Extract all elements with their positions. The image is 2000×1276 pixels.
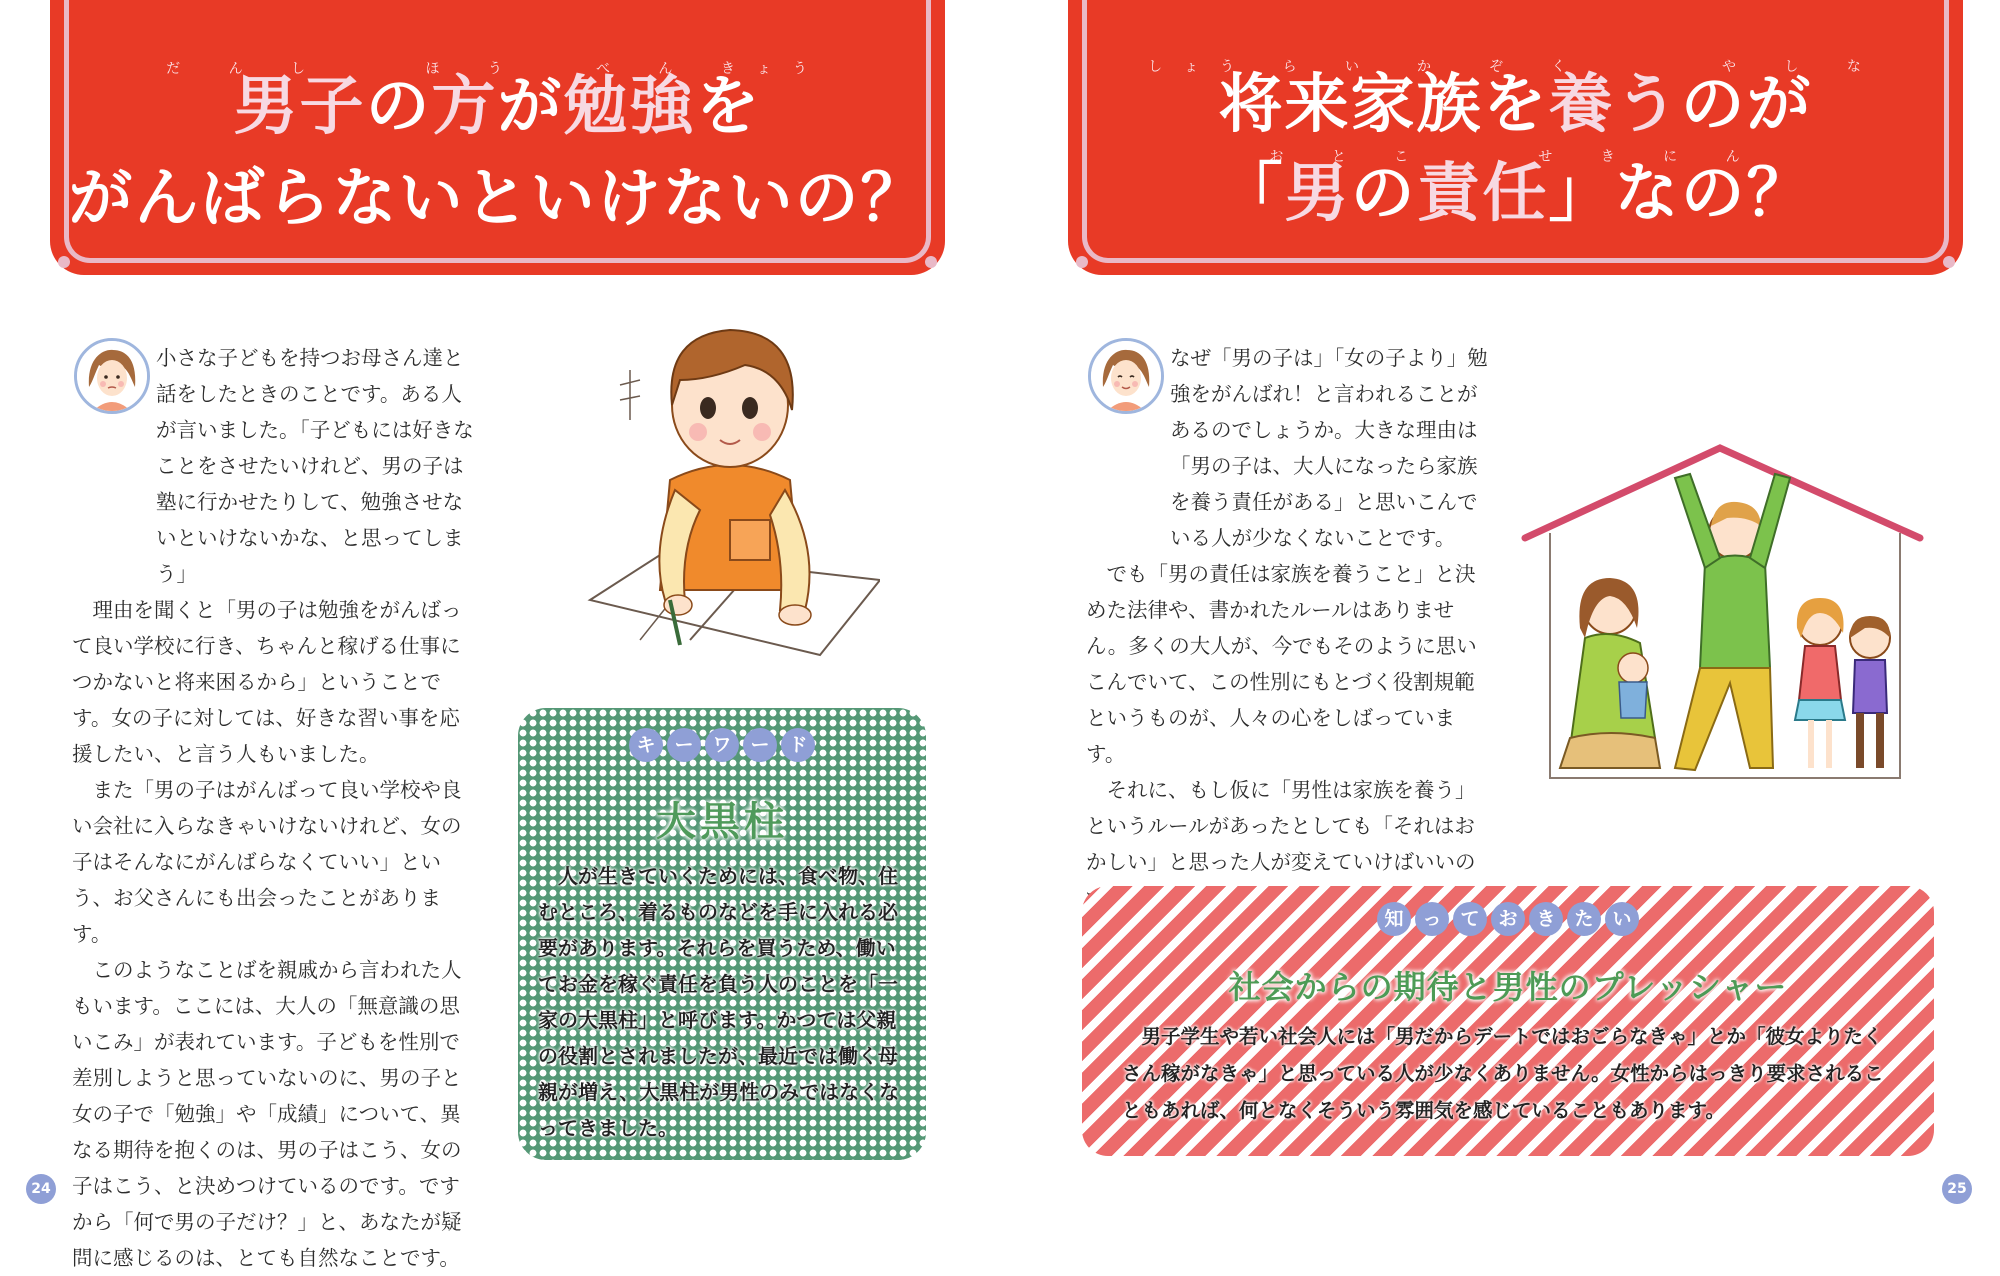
label-pill: き	[1529, 902, 1563, 936]
left-paragraph-2: 理由を聞くと「男の子は勉強をがんばって良い学校に行き、ちゃんと稼げる仕事につかないと将来困るから」ということです。女の子に対しては、好きな習い事を応援したい、と言う人もいました。	[72, 598, 462, 766]
left-paragraph-3: また「男の子はがんばって良い学校や良い会社に入らなきゃいけないけれど、女の子はそんなにがんばらなくていい」という、お父さんにも出会ったことがあります。	[72, 778, 462, 946]
title-segment: 勉強	[563, 70, 696, 144]
left-paragraph-1: 小さな子どもを持つお母さん達と話をしたときのことです。ある人が言いました。「子どもには好きなことをさせたいけれど、男の子は塾に行かせたりして、勉強させないといけないかな、と思ってしまう」	[156, 346, 474, 586]
page-number-right: 25	[1942, 1174, 1972, 1204]
left-title-banner	[50, 0, 945, 275]
keyword-text: 人が生きていくためには、食べ物、住むところ、着るものなどを手に入れる必要があります。それらを買うため、働いてお金を稼ぐ責任を負う人のことを「一家の大黒柱」と呼びます。かつては父親の役割とされましたが、最近では働く母親が増え、大黒柱が男性のみではなくなってきました。	[538, 864, 900, 1140]
right-title-banner	[1068, 0, 1963, 275]
title-segment: 」なの？	[1548, 157, 1813, 231]
label-pill: た	[1567, 902, 1601, 936]
title-segment: 男子	[233, 70, 366, 144]
banner-corner-dot	[58, 256, 70, 268]
banner-corner-dot	[1943, 256, 1955, 268]
boy-writing-illustration	[580, 310, 880, 680]
left-body-text	[72, 340, 478, 1276]
banner-corner-dot	[1076, 256, 1088, 268]
label-pill: ド	[781, 728, 815, 762]
title-ruby-2: お と こ せ き に ん	[1269, 149, 1762, 165]
label-pill: っ	[1415, 902, 1449, 936]
keyword-label	[518, 728, 926, 762]
left-title-line2	[50, 162, 945, 236]
title-ruby-1: しょう ら い か ぞ く や し な	[1148, 59, 1883, 75]
keyword-word: 大黒柱	[656, 799, 788, 845]
label-pill: 知	[1377, 902, 1411, 936]
label-pill: ー	[667, 728, 701, 762]
label-pill: て	[1453, 902, 1487, 936]
title-segment: が	[497, 70, 564, 144]
title-segment: 責任	[1416, 157, 1549, 231]
right-paragraph-2: でも「男の責任は家族を養うこと」と決めた法律や、書かれたルールはありません。多くの大人が、今でもそのように思いこんでいて、この性別にもとづく役割規範というものが、人々の心をしばっています。	[1086, 562, 1477, 766]
label-pill: キ	[629, 728, 663, 762]
title-ruby: だ ん し ほ う べ ん きょう	[166, 61, 829, 77]
left-title-line1	[50, 70, 945, 144]
title-segment: のが	[1680, 68, 1813, 142]
left-paragraph-4: このようなことばを親戚から言われた人もいます。ここには、大人の「無意識の思いこみ」が表れています。子どもを性別で差別しようと思っていないのに、男の子と女の子で「勉強」や「成績」について、異なる期待を抱くのは、男の子はこう、女の子はこう、と決めつけているのです。ですから「何で男の子だけ？」と、あなたが疑問に感じるのは、とても自然なことです。	[72, 958, 462, 1270]
label-pill: い	[1605, 902, 1639, 936]
right-page	[1000, 0, 2000, 1225]
info-box	[1082, 886, 1934, 1156]
info-title: 社会からの期待と男性のプレッシャー	[1228, 968, 1788, 1006]
title-segment: 「	[1218, 157, 1285, 231]
left-title-line2-text: がんばらないといけないの？	[68, 162, 927, 236]
family-under-roof-illustration	[1515, 438, 1935, 783]
page-number-left: 24	[26, 1174, 56, 1204]
right-paragraph-3: それに、もし仮に「男性は家族を養う」というルールがあったとしても「それはおかしい」と思った人が変えていけばいいの	[1086, 778, 1476, 874]
title-segment: の	[1350, 157, 1417, 231]
label-pill: ワ	[705, 728, 739, 762]
banner-corner-dot	[925, 256, 937, 268]
right-body-text	[1086, 340, 1492, 916]
right-paragraph-1: なぜ「男の子は」「女の子より」勉強をがんばれ！と言われることがあるのでしょうか。大きな理由は「男の子は、大人になったら家族を養う責任がある」と思いこんでいる人が少なくないことです。	[1170, 346, 1488, 550]
right-title-line1	[1068, 68, 1963, 142]
title-segment: 方	[431, 70, 498, 144]
keyword-box	[518, 708, 926, 1160]
info-label	[1082, 902, 1934, 936]
title-segment: 将来家族	[1218, 68, 1483, 142]
title-segment: の	[365, 70, 432, 144]
left-page	[0, 0, 1000, 1270]
title-segment: を	[695, 70, 762, 144]
title-segment: を	[1482, 68, 1549, 142]
label-pill: お	[1491, 902, 1525, 936]
title-segment: 養う	[1548, 68, 1681, 142]
title-segment: 男	[1284, 157, 1351, 231]
label-pill: ー	[743, 728, 777, 762]
info-text: 男子学生や若い社会人には「男だからデートではおごらなきゃ」とか「彼女よりたくさん稼がなきゃ」と思っている人が少なくありません。女性からはっきり要求されることもあれば、何となくそういう雰囲気を感じていることもあります。	[1122, 1025, 1884, 1122]
